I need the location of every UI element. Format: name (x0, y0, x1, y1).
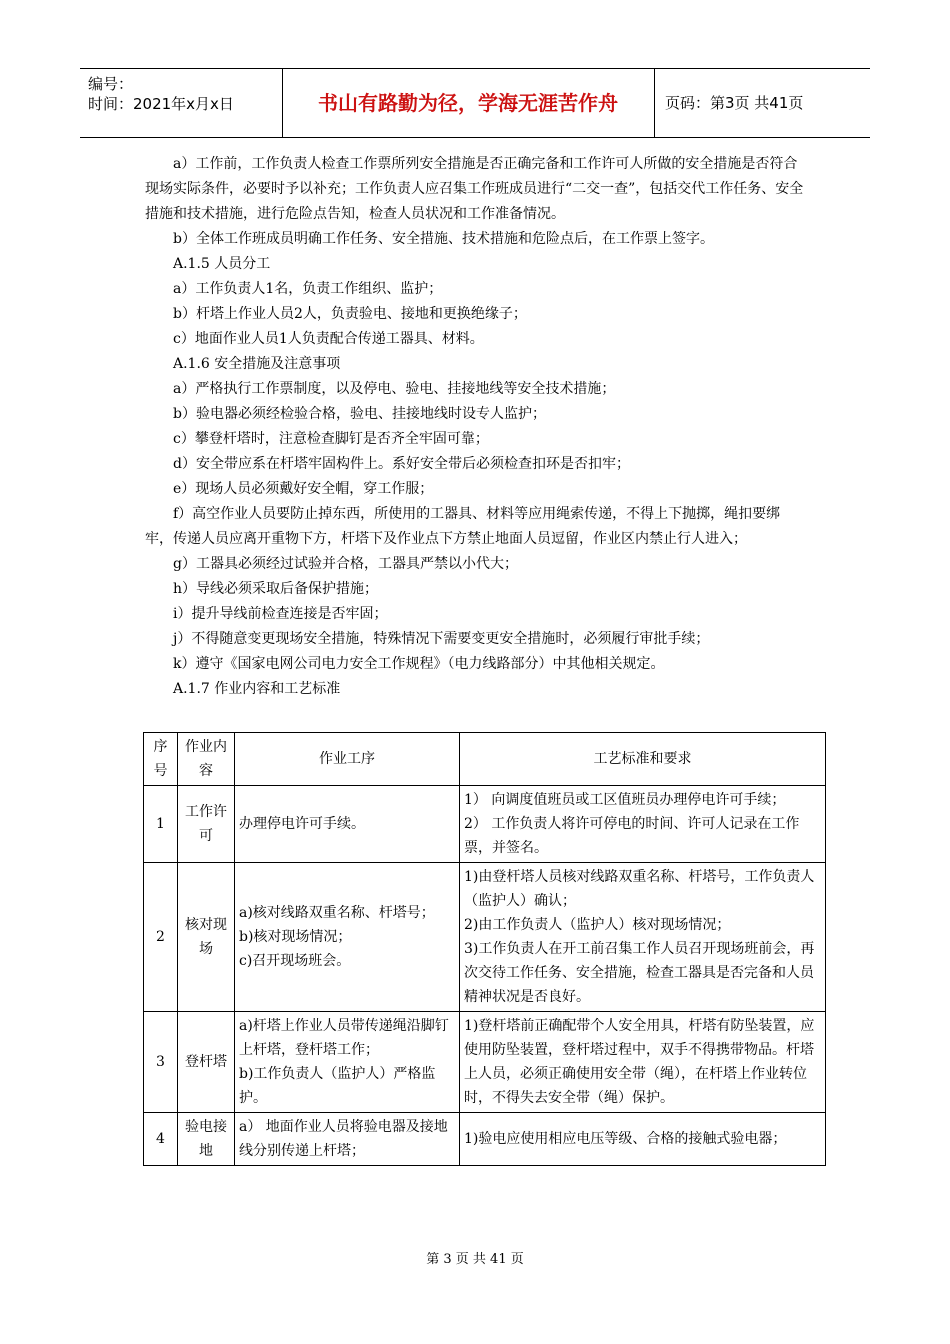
body-paragraph: b）全体工作班成员明确工作任务、安全措施、技术措施和危险点后，在工作票上签字。 (173, 231, 714, 247)
body-paragraph: b）杆塔上作业人员2人，负责验电、接地和更换绝缘子； (173, 306, 527, 322)
table-row (144, 786, 826, 863)
body-paragraph: d）安全带应系在杆塔牢固构件上。系好安全带后必须检查扣环是否扣牢； (173, 456, 630, 472)
row-standard-cell: 1)登杆塔前正确配带个人安全用具，杆塔有防坠装置，应使用防坠装置，登杆塔过程中，双手不得携带物品。杆塔上人员，必须正确使用安全带（绳），在杆塔上作业转位时，不得失去安全带（绳）保护。 (460, 1012, 826, 1113)
header-meta (80, 69, 282, 137)
page-footer: 第 3 页 共 41 页 (426, 1252, 524, 1267)
row-procedure-cell: 办理停电许可手续。 (235, 786, 460, 863)
table-body (144, 786, 826, 1166)
header-cell-content: 作业内容 (178, 733, 235, 786)
header-motto: 书山有路勤为径，学海无涯苦作舟 (318, 91, 618, 115)
header-page-number: 页码：第3页 共41页 (665, 94, 804, 112)
row-content-cell: 工作许可 (178, 786, 235, 863)
body-paragraph: c）攀登杆塔时，注意检查脚钉是否齐全牢固可靠； (173, 431, 489, 447)
body-paragraph: g）工器具必须经过试验并合格，工器具严禁以小代大； (173, 556, 518, 572)
row-content-cell: 核对现场 (178, 863, 235, 1012)
body-paragraph: j）不得随意变更现场安全措施，特殊情况下需要变更安全措施时，必须履行审批手续； (173, 631, 710, 647)
row-standard-cell: 1)由登杆塔人员核对线路双重名称、杆塔号，工作负责人（监护人）确认； 2)由工作负责人（监护人）核对现场情况； 3)工作负责人在开工前召集工作人员召开现场班前会，再次交待工作任务、安全措施，检查工器具是否完备和人员精神状况是否良好。 (460, 863, 826, 1012)
body-paragraph: h）导线必须采取后备保护措施； (173, 581, 379, 597)
body-paragraph: a）工作前，工作负责人检查工作票所列安全措施是否正确完备和工作许可人所做的安全措施是否符合现场实际条件，必要时予以补充；工作负责人应召集工作班成员进行“二交一查”，包括交代工作任务、安全措施和技术措施，进行危险点告知，检查人员状况和工作准备情况。 (145, 156, 804, 222)
body-paragraph: A.1.5 人员分工 (173, 256, 271, 272)
row-number-cell: 4 (144, 1113, 178, 1166)
row-standard-cell: 1)验电应使用相应电压等级、合格的接触式验电器； (460, 1113, 826, 1166)
body-paragraph: k）遵守《国家电网公司电力安全工作规程》（电力线路部分）中其他相关规定。 (173, 656, 665, 672)
body-paragraph: A.1.6 安全措施及注意事项 (173, 356, 341, 372)
body-paragraph: c）地面作业人员1人负责配合传递工器具、材料。 (173, 331, 484, 347)
body-paragraph: i）提升导线前检查连接是否牢固； (173, 606, 388, 622)
row-procedure-cell: a)核对线路双重名称、杆塔号； b)核对现场情况； c)召开现场班会。 (235, 863, 460, 1012)
body-paragraph: a）工作负责人1名，负责工作组织、监护； (173, 281, 443, 297)
table-row (144, 1113, 826, 1166)
header-divider (654, 69, 655, 137)
header-cell-standard: 工艺标准和要求 (460, 733, 826, 786)
row-number-cell: 2 (144, 863, 178, 1012)
body-paragraph: b）验电器必须经检验合格，验电、挂接地线时设专人监护； (173, 406, 546, 422)
body-paragraph: A.1.7 作业内容和工艺标准 (173, 681, 341, 697)
process-table (143, 732, 826, 1166)
row-procedure-cell: a） 地面作业人员将验电器及接地线分别传递上杆塔； (235, 1113, 460, 1166)
row-number-cell: 3 (144, 1012, 178, 1113)
row-standard-cell: 1） 向调度值班员或工区值班员办理停电许可手续； 2） 工作负责人将许可停电的时间、许可人记录在工作票，并签名。 (460, 786, 826, 863)
document-body (145, 152, 805, 702)
date-label: 时间：2021年x月x日 (88, 95, 234, 113)
row-procedure-cell: a)杆塔上作业人员带传递绳沿脚钉上杆塔，登杆塔工作； b)工作负责人（监护人）严格监护。 (235, 1012, 460, 1113)
table-header-row (144, 733, 826, 786)
doc-number-label: 编号： (88, 75, 134, 93)
body-paragraph: f）高空作业人员要防止掉东西，所使用的工器具、材料等应用绳索传递，不得上下抛掷，绳扣要绑牢，传递人员应离开重物下方，杆塔下及作业点下方禁止地面人员逗留，作业区内禁止行人进入； (145, 506, 781, 547)
table-row (144, 1012, 826, 1113)
body-paragraph: e）现场人员必须戴好安全帽，穿工作服； (173, 481, 434, 497)
row-content-cell: 登杆塔 (178, 1012, 235, 1113)
row-content-cell: 验电接地 (178, 1113, 235, 1166)
body-paragraph: a）严格执行工作票制度，以及停电、验电、挂接地线等安全技术措施； (173, 381, 616, 397)
page-header (80, 68, 870, 138)
header-cell-procedure: 作业工序 (235, 733, 460, 786)
header-cell-no: 序号 (144, 733, 178, 786)
row-number-cell: 1 (144, 786, 178, 863)
table-row (144, 863, 826, 1012)
